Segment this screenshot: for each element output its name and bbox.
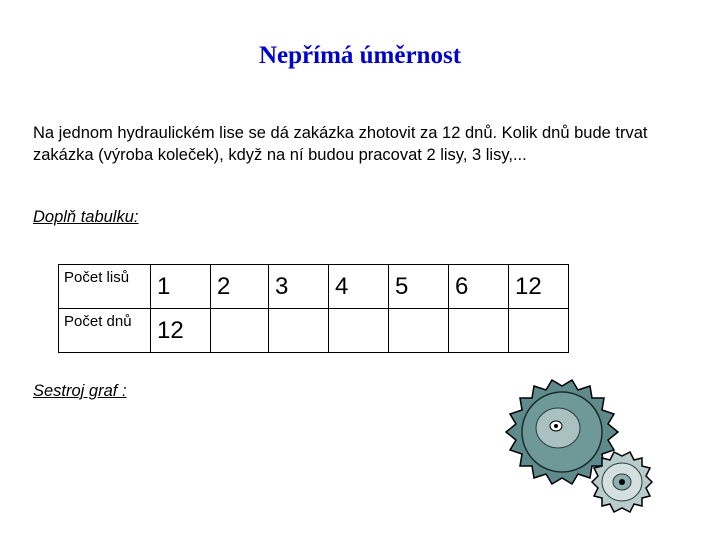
table-cell[interactable]: 3 [269, 265, 329, 309]
page-title: Nepřímá úměrnost [258, 42, 462, 69]
data-table [58, 264, 569, 353]
table-row-days [59, 309, 569, 353]
table-cell[interactable] [509, 309, 569, 353]
table-cell[interactable]: 12 [151, 309, 211, 353]
row-header: Počet dnů [59, 309, 151, 353]
table-row-presses [59, 265, 569, 309]
table-cell[interactable]: 6 [449, 265, 509, 309]
problem-text: Na jednom hydraulickém lise se dá zakázka zhotovit za 12 dnů. Kolik dnů bude trvat zakázka (výroba koleček), když na ní budou pracovat 2 lisy, 3 lisy,... [33, 124, 648, 164]
table-cell[interactable] [449, 309, 509, 353]
gears-icon [500, 372, 690, 532]
fill-table-label: Doplň tabulku: [33, 208, 139, 226]
table-cell[interactable]: 1 [151, 265, 211, 309]
table-cell[interactable] [389, 309, 449, 353]
table-cell[interactable]: 12 [509, 265, 569, 309]
table-cell[interactable]: 5 [389, 265, 449, 309]
table-cell[interactable] [269, 309, 329, 353]
table-cell[interactable] [211, 309, 269, 353]
table-cell[interactable]: 4 [329, 265, 389, 309]
row-header: Počet lisů [59, 265, 151, 309]
table-cell[interactable]: 2 [211, 265, 269, 309]
table-cell[interactable] [329, 309, 389, 353]
graph-label: Sestroj graf : [33, 382, 127, 400]
